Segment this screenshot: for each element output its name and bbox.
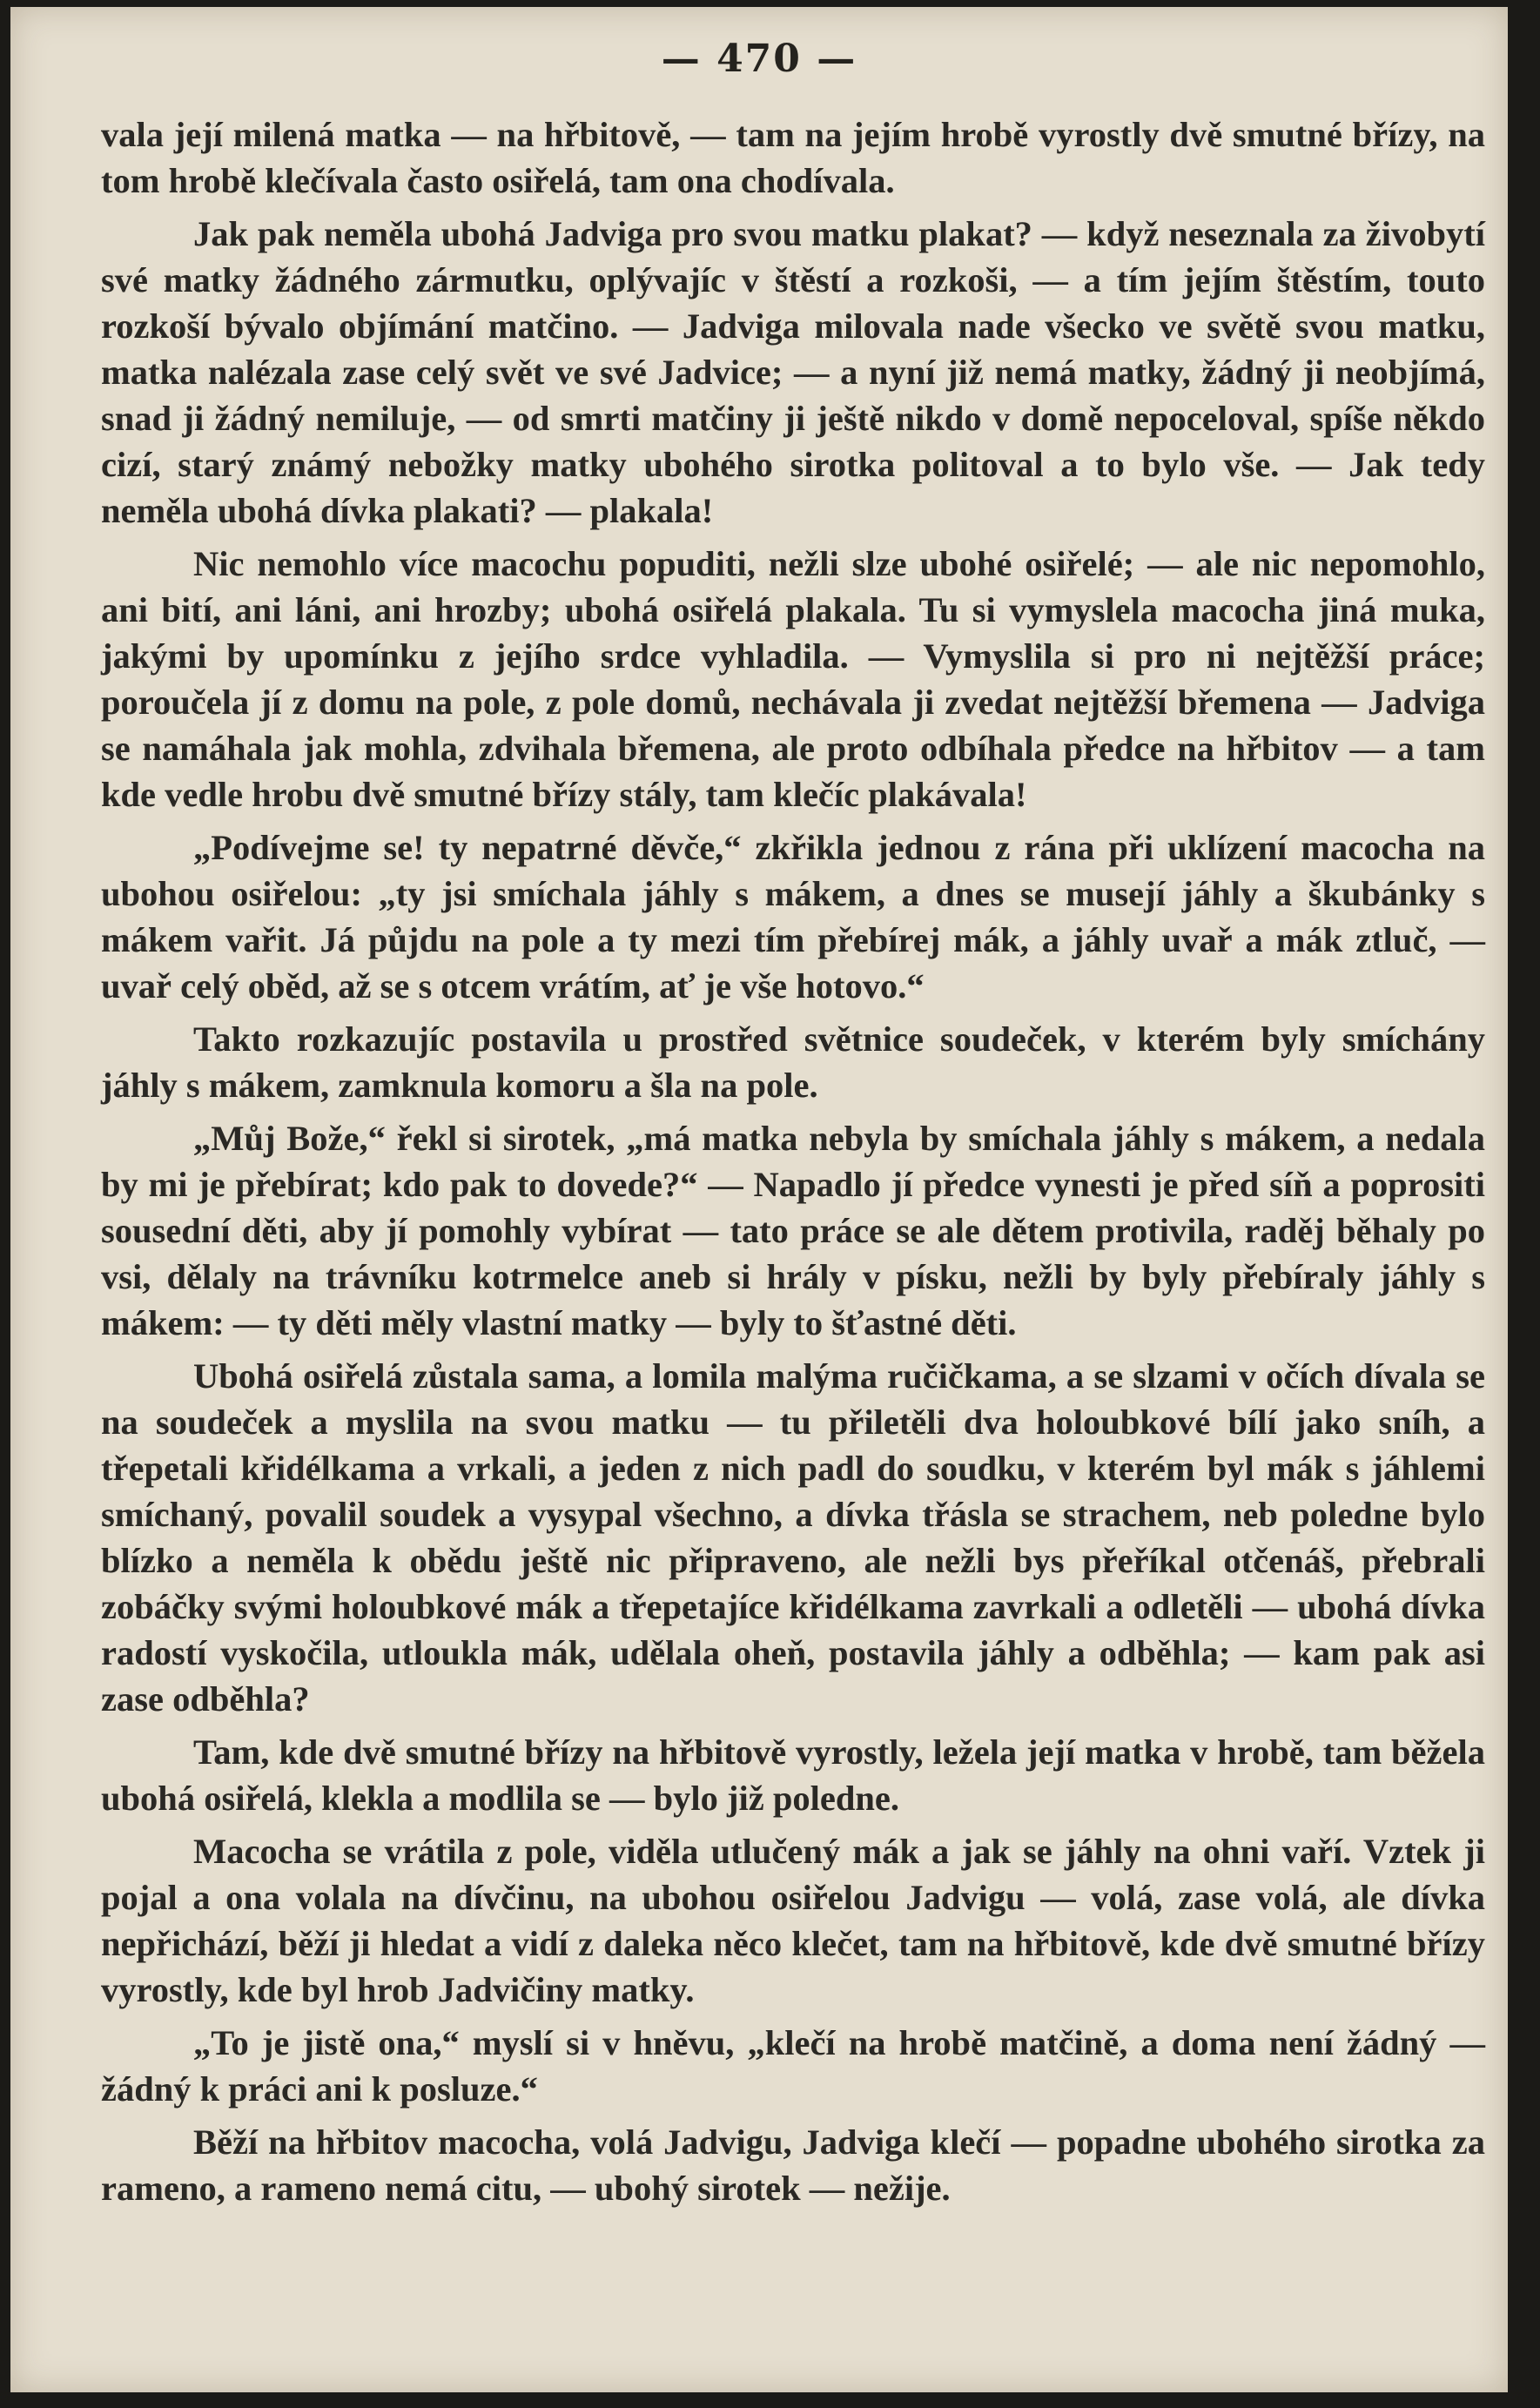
- paragraph: Jak pak neměla ubohá Jadviga pro svou matku plakat? — když neseznala za živobytí své matky žádného zármutku, oplývajíc v štěstí a rozkoši, — a tím jejím štěstím, touto rozkoší bývalo objímání matčino. — Jadviga milovala nade všecko ve světě svou matku, matka nalézala zase celý svět ve své Jadvice; — a nyní již nemá matky, žádný ji neobjímá, snad ji žádný nemiluje, — od smrti matčiny ji ještě nikdo v domě nepoceloval, spíše někdo cizí, starý známý nebožky matky ubohého sirotka politoval a to bylo vše. — Jak tedy neměla ubohá dívka plakati? — plakala!: [101, 214, 1485, 530]
- paragraph: Takto rozkazujíc postavila u prostřed světnice soudeček, v kterém byly smíchány jáhly s mákem, zamknula komoru a šla na pole.: [101, 1019, 1485, 1105]
- paragraph: Tam, kde dvě smutné břízy na hřbitově vyrostly, ležela její matka v hrobě, tam běžela ubohá osiřelá, klekla a modlila se — bylo již poledne.: [101, 1732, 1485, 1818]
- paragraph: Běží na hřbitov macocha, volá Jadvigu, Jadviga klečí — popadne ubohého sirotka za rameno, a rameno nemá citu, — ubohý sirotek — nežije.: [101, 2122, 1485, 2208]
- paragraph: „To je jistě ona,“ myslí si v hněvu, „klečí na hrobě matčině, a doma není žádný — žádný k práci ani k posluze.“: [101, 2023, 1485, 2109]
- body-text: [101, 111, 1485, 2218]
- book-page: [10, 7, 1508, 2392]
- paragraph: Ubohá osiřelá zůstala sama, a lomila malýma ručičkama, a se slzami v očích dívala se na soudeček a myslila na svou matku — tu přiletěli dva holoubkové bílí jako sníh, a třepetali křidélkama a vrkali, a jeden z nich padl do soudku, v kterém byl mák s jáhlemi smíchaný, povalil soudek a vysypal všechno, a dívka třásla se strachem, neb poledne bylo blízko a neměla k obědu ještě nic připraveno, ale nežli bys přeříkal otčenáš, přebrali zobáčky svými holoubkové mák a třepetajíce křidélkama zavrkali a odletěli — ubohá dívka radostí vyskočila, utloukla mák, udělala oheň, postavila jáhly a odběhla; — kam pak asi zase odběhla?: [101, 1356, 1485, 1719]
- paragraph: „Můj Bože,“ řekl si sirotek, „má matka nebyla by smíchala jáhly s mákem, a nedala by mi je přebírat; kdo pak to dovede?“ — Napadlo jí předce vynesti je před síň a poprositi sousední děti, aby jí pomohly vybírat — tato práce se ale dětem protivila, raděj běhaly po vsi, dělaly na trávníku kotrmelce aneb si hrály v písku, nežli by byly přebíraly jáhly s mákem: — ty děti měly vlastní matky — byly to šťastné děti.: [101, 1119, 1485, 1342]
- paragraph: „Podívejme se! ty nepatrné děvče,“ zkřikla jednou z rána při uklízení macocha na ubohou osiřelou: „ty jsi smíchala jáhly s mákem, a dnes se musejí jáhly a škubánky s mákem vařit. Já půjdu na pole a ty mezi tím přebírej mák, a jáhly uvař a mák ztluč, — uvař celý oběd, až se s otcem vrátím, ať je vše hotovo.“: [101, 828, 1485, 1006]
- paragraph: vala její milená matka — na hřbitově, — tam na jejím hrobě vyrostly dvě smutné břízy, na tom hrobě klečívala často osiřelá, tam ona chodívala.: [101, 115, 1485, 200]
- page-number: — 470 —: [661, 37, 857, 81]
- paragraph: Nic nemohlo více macochu popuditi, nežli slze ubohé osiřelé; — ale nic nepomohlo, ani bití, ani láni, ani hrozby; ubohá osiřelá plakala. Tu si vymyslela macocha jiná muka, jakými by upomínku z jejího srdce vyhladila. — Vymyslila si pro ni nejtěžší práce; poroučela jí z domu na pole, z pole domů, nechávala ji zvedat nejtěžší břemena — Jadviga se namáhala jak mohla, zdvihala břemena, ale proto odbíhala předce na hřbitov — a tam kde vedle hrobu dvě smutné břízy stály, tam klečíc plakávala!: [101, 544, 1485, 814]
- paragraph: Macocha se vrátila z pole, viděla utlučený mák a jak se jáhly na ohni vaří. Vztek ji pojal a ona volala na dívčinu, na ubohou osiřelou Jadvigu — volá, zase volá, ale dívka nepřichází, běží ji hledat a vidí z daleka něco klečet, tam na hřbitově, kde dvě smutné břízy vyrostly, kde byl hrob Jadvičiny matky.: [101, 1832, 1485, 2009]
